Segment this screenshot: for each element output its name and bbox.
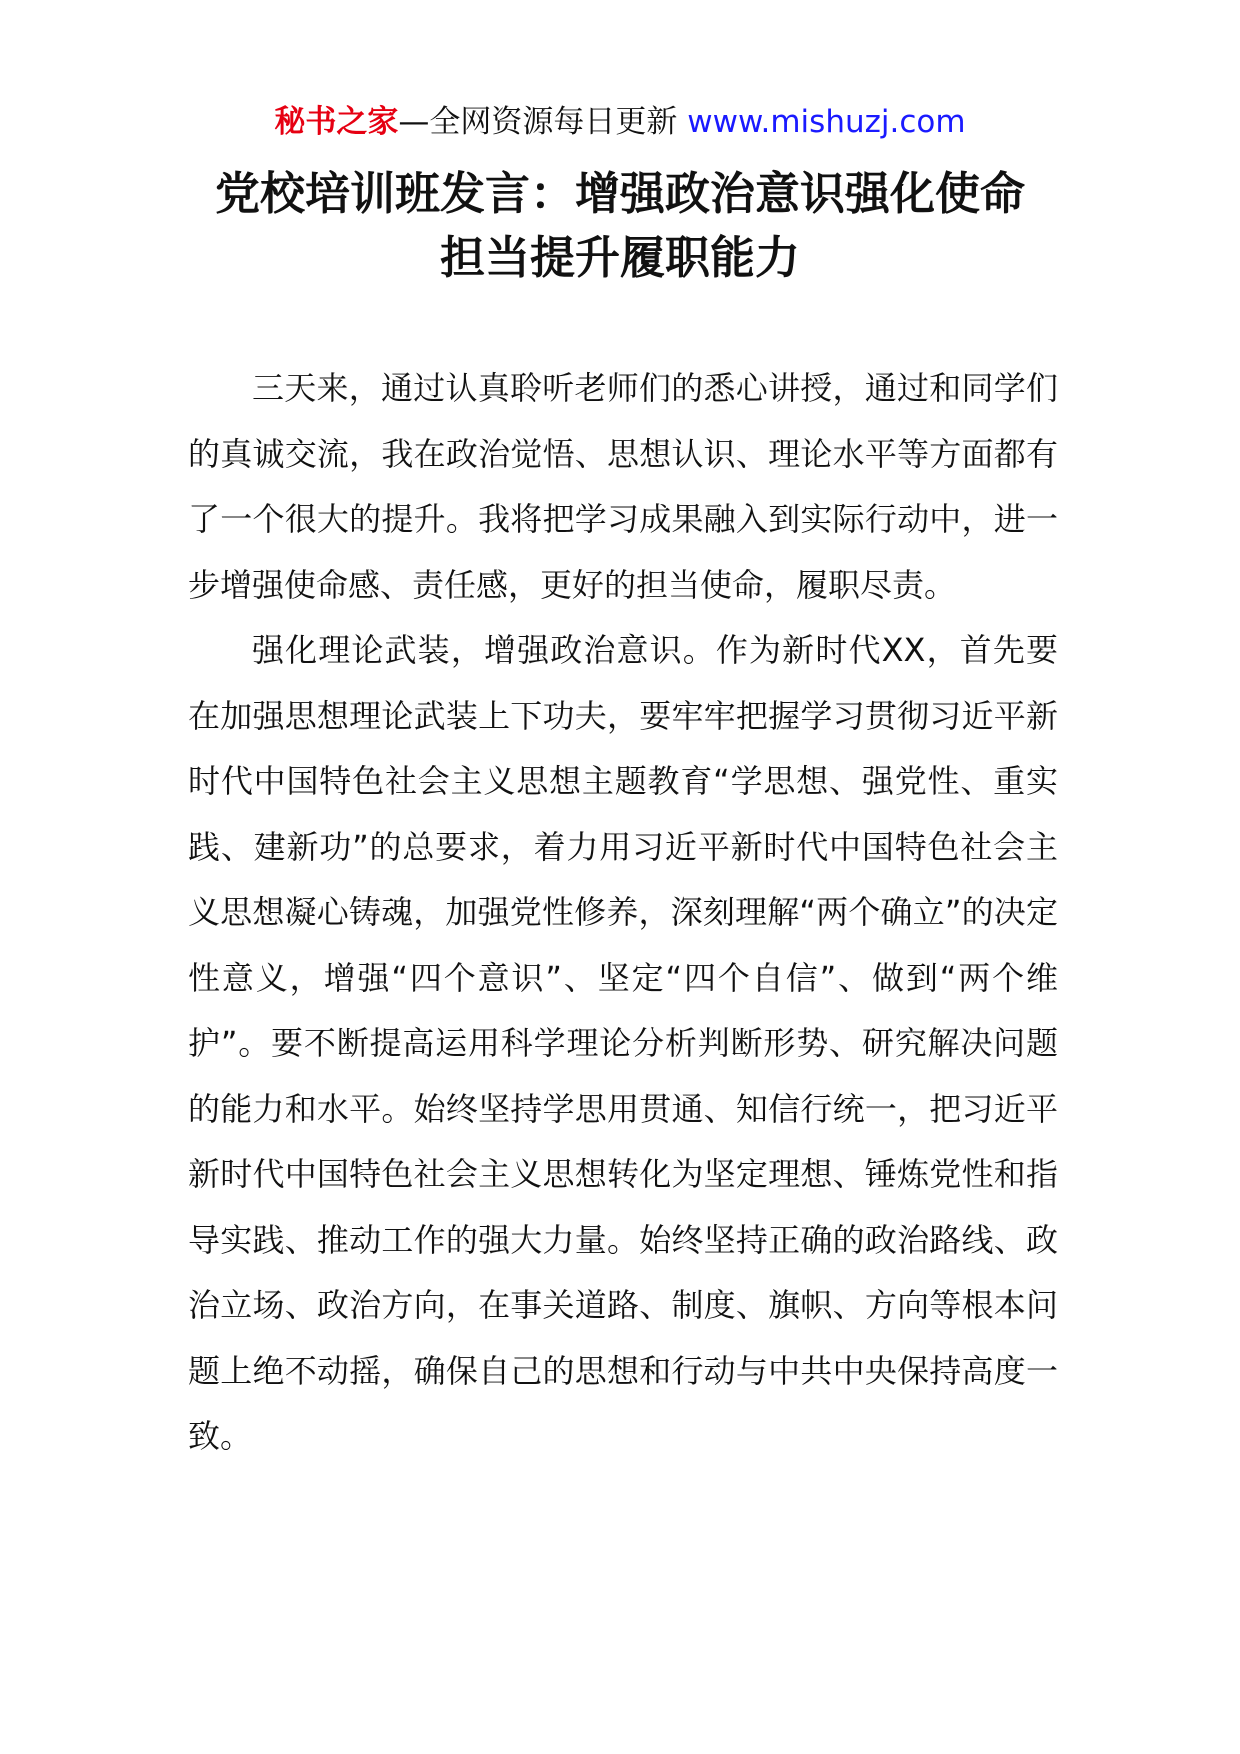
site-header xyxy=(0,100,1240,144)
document-title-line-2: 担当提升履职能力 xyxy=(439,231,800,284)
document-title-line-1: 党校培训班发言：增强政治意识强化使命 xyxy=(214,167,1025,220)
body-paragraph-2: 强化理论武装，增强政治意识。作为新时代XX，首先要在加强思想理论武装上下功夫，要牢牢把握学习贯彻习近平新时代中国特色社会主义思想主题教育“学思想、强党性、重实践、建新功”的总要求，着力用习近平新时代中国特色社会主义思想凝心铸魂，加强党性修养，深刻理解“两个确立”的决定性意义，增强“四个意识”、坚定“四个自信”、做到“两个维护”。要不断提高运用科学理论分析判断形势、研究解决问题的能力和水平。始终坚持学思用贯通、知信行统一，把习近平新时代中国特色社会主义思想转化为坚定理想、锤炼党性和指导实践、推动工作的强大力量。始终坚持正确的政治路线、政治立场、政治方向，在事关道路、制度、旗帜、方向等根本问题上绝不动摇，确保自己的思想和行动与中共中央保持高度一致。 xyxy=(188,631,1058,1455)
document-title xyxy=(150,162,1090,290)
document-body xyxy=(188,356,1058,1470)
site-tagline: —全网资源每日更新 xyxy=(398,104,678,140)
site-url-link[interactable]: www.mishuzj.com xyxy=(687,104,966,140)
body-paragraph-1: 三天来，通过认真聆听老师们的悉心讲授，通过和同学们的真诚交流，我在政治觉悟、思想认识、理论水平等方面都有了一个很大的提升。我将把学习成果融入到实际行动中，进一步增强使命感、责任感，更好的担当使命，履职尽责。 xyxy=(188,369,1058,604)
site-brand: 秘书之家 xyxy=(274,104,399,140)
